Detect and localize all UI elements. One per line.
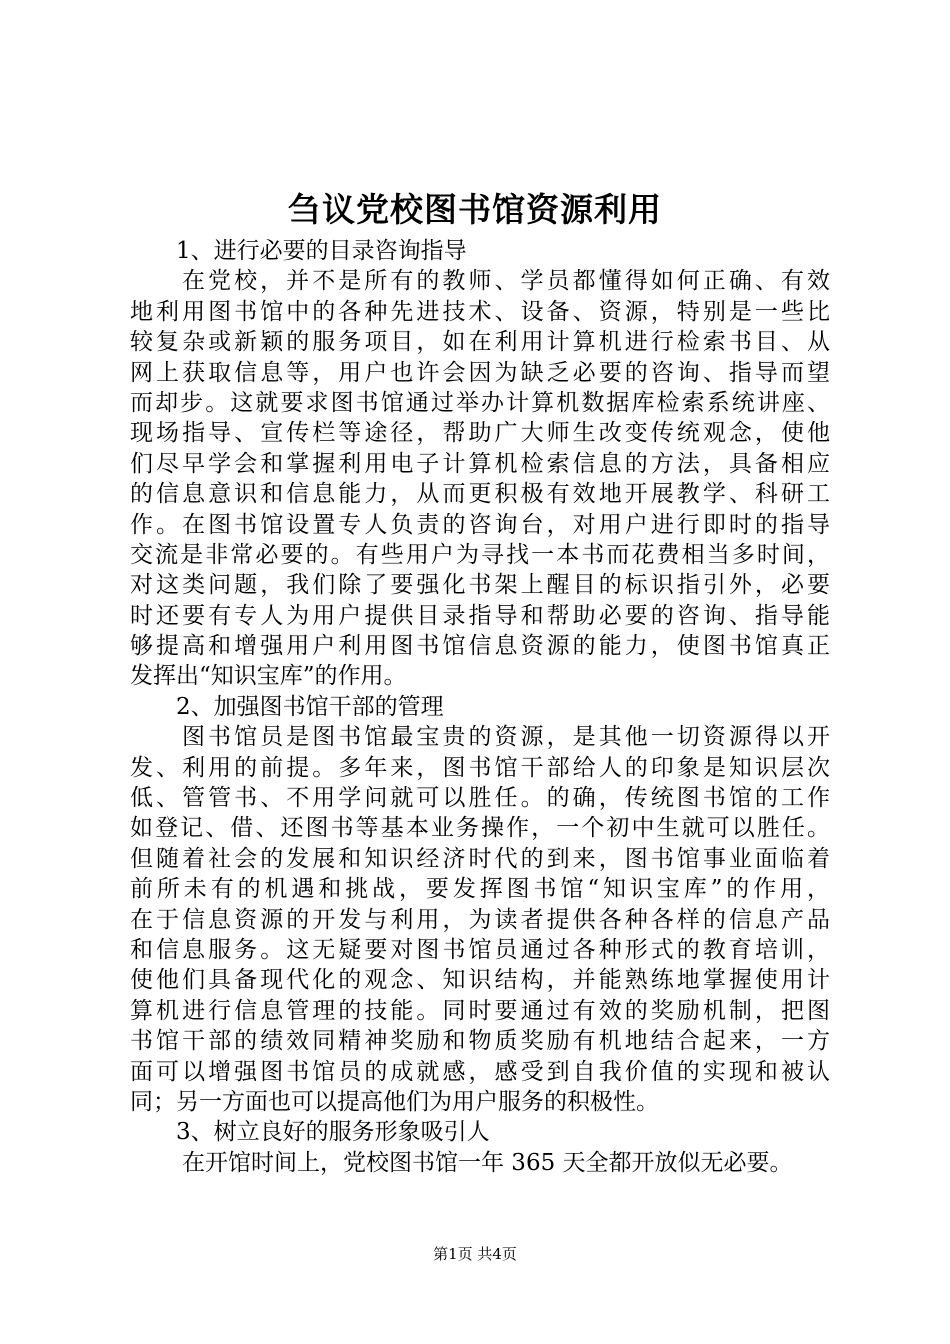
paragraph-line: 在于信息资源的开发与利用，为读者提供各种各样的信息产品 [130,906,830,933]
paragraph-line: 们尽早学会和掌握利用电子计算机检索信息的方法，具备相应 [130,450,830,477]
section-heading: 1、进行必要的目录咨询指导 [176,238,467,264]
paragraph-line: 同；另一方面也可以提高他们为用户服务的积极性。 [130,1088,659,1115]
paragraph-line: 算机进行信息管理的技能。同时要通过有效的奖励机制，把图 [130,997,830,1024]
paragraph-line: 网上获取信息等，用户也许会因为缺乏必要的咨询、指导而望 [130,359,830,386]
section-heading: 2、加强图书馆干部的管理 [176,693,444,720]
paragraph-line: 的信息意识和信息能力，从而更积极有效地开展教学、科研工 [130,481,830,508]
paragraph-line: 面可以增强图书馆员的成就感，感受到自我价值的实现和被认 [130,1058,830,1085]
section-heading: 3、树立良好的服务形象吸引人 [176,1119,490,1146]
paragraph-line: 书馆干部的绩效同精神奖励和物质奖励有机地结合起来，一方 [130,1028,830,1055]
paragraph-line: 现场指导、宣传栏等途径，帮助广大师生改变传统观念，使他 [130,420,830,447]
paragraph-line: 和信息服务。这无疑要对图书馆员通过各种形式的教育培训， [130,936,830,963]
paragraph-line: 发、利用的前提。多年来，图书馆干部给人的印象是知识层次 [130,754,830,781]
paragraph-line: 但随着社会的发展和知识经济时代的到来，图书馆事业面临着 [130,845,830,872]
paragraph-line: 够提高和增强用户利用图书馆信息资源的能力，使图书馆真正 [130,633,830,660]
paragraph-line: 地利用图书馆中的各种先进技术、设备、资源，特别是一些比 [130,298,830,325]
paragraph-line: 使他们具备现代化的观念、知识结构，并能熟练地掌握使用计 [130,967,830,994]
paragraph-line: 如登记、借、还图书等基本业务操作，一个初中生就可以胜任。 [130,815,830,842]
paragraph-line: 在党校，并不是所有的教师、学员都懂得如何正确、有效 [182,268,830,295]
paragraph-line: 发挥出“知识宝库”的作用。 [130,663,407,690]
paragraph-line: 在开馆时间上，党校图书馆一年 365 天全都开放似无必要。 [182,1149,793,1176]
paragraph-line: 低、管管书、不用学问就可以胜任。的确，传统图书馆的工作 [130,785,830,812]
paragraph-line: 前所未有的机遇和挑战，要发挥图书馆“知识宝库”的作用， [130,876,830,903]
document-body [130,236,830,1178]
document-title: 刍议党校图书馆资源利用 [288,190,662,229]
paragraph-line: 较复杂或新颖的服务项目，如在利用计算机进行检索书目、从 [130,329,830,356]
paragraph-line: 图书馆员是图书馆最宝贵的资源，是其他一切资源得以开 [182,724,830,751]
paragraph-line: 交流是非常必要的。有些用户为寻找一本书而花费相当多时间， [130,541,830,568]
page-footer: 第1页 共4页 [433,1245,517,1263]
paragraph-line: 对这类问题，我们除了要强化书架上醒目的标识指引外，必要 [130,572,830,599]
paragraph-line: 作。在图书馆设置专人负责的咨询台，对用户进行即时的指导 [130,511,830,538]
paragraph-line: 时还要有专人为用户提供目录指导和帮助必要的咨询、指导能 [130,602,830,629]
paragraph-line: 而却步。这就要求图书馆通过举办计算机数据库检索系统讲座、 [130,389,830,416]
